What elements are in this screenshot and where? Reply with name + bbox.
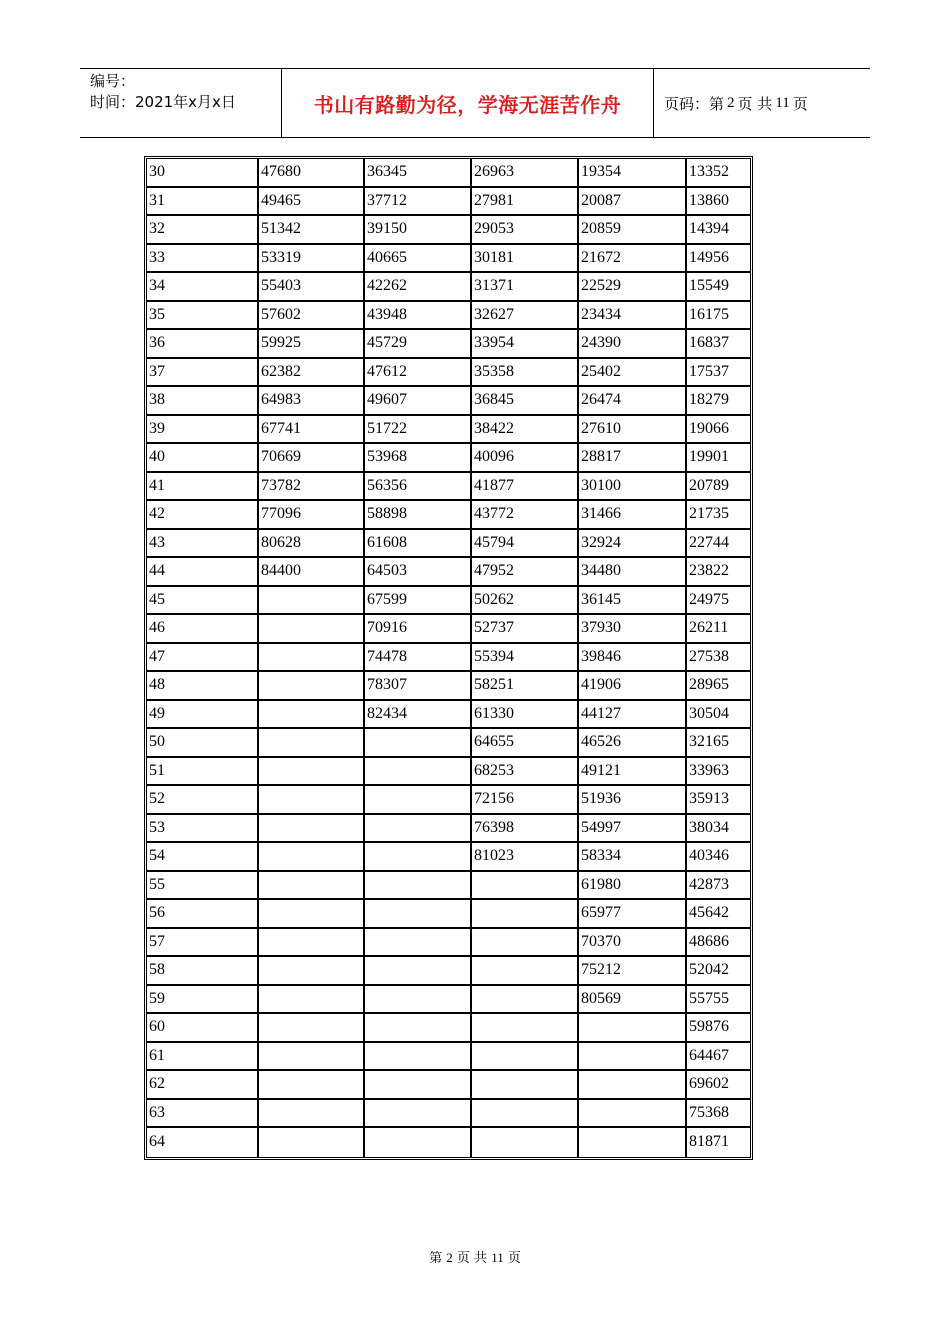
footer-prefix: 第: [429, 1251, 443, 1266]
table-cell: 45729: [365, 330, 472, 359]
table-cell: 29053: [472, 216, 579, 245]
table-cell: 49121: [579, 758, 687, 787]
table-row: [147, 387, 750, 416]
row-index-cell: 33: [147, 245, 259, 274]
table-cell: [259, 615, 365, 644]
table-cell: [579, 1071, 687, 1100]
table-cell: 27538: [687, 644, 750, 673]
table-cell: 64655: [472, 729, 579, 758]
table-cell: 58334: [579, 843, 687, 872]
table-row: [147, 758, 750, 787]
header-page-mid: 页 共: [737, 94, 773, 113]
table-cell: [259, 701, 365, 730]
header-page-prefix: 页码：第: [664, 94, 725, 113]
table-cell: 26211: [687, 615, 750, 644]
footer-page-total: 11: [491, 1250, 504, 1265]
table-cell: 61330: [472, 701, 579, 730]
table-cell: 23434: [579, 302, 687, 331]
data-table-body: [147, 159, 750, 1157]
row-index-cell: 37: [147, 359, 259, 388]
document-number-label: 编号：: [90, 72, 136, 90]
row-index-cell: 38: [147, 387, 259, 416]
row-index-cell: 58: [147, 957, 259, 986]
table-cell: 49465: [259, 188, 365, 217]
table-row: [147, 473, 750, 502]
data-table: [144, 156, 753, 1160]
table-cell: 16837: [687, 330, 750, 359]
footer-mid: 页 共: [456, 1251, 488, 1266]
table-cell: 76398: [472, 815, 579, 844]
table-cell: 36345: [365, 159, 472, 188]
table-row: [147, 872, 750, 901]
table-cell: 45794: [472, 530, 579, 559]
table-cell: [259, 758, 365, 787]
table-cell: [365, 957, 472, 986]
row-index-cell: 49: [147, 701, 259, 730]
table-cell: 55755: [687, 986, 750, 1015]
table-cell: 46526: [579, 729, 687, 758]
table-row: [147, 672, 750, 701]
table-row: [147, 900, 750, 929]
header-page-current: 2: [727, 94, 735, 111]
table-cell: [365, 872, 472, 901]
table-cell: 32924: [579, 530, 687, 559]
table-cell: 40346: [687, 843, 750, 872]
table-cell: 49607: [365, 387, 472, 416]
table-cell: [259, 729, 365, 758]
row-index-cell: 52: [147, 786, 259, 815]
table-cell: 13352: [687, 159, 750, 188]
table-cell: 24975: [687, 587, 750, 616]
table-cell: 41906: [579, 672, 687, 701]
table-cell: [472, 1100, 579, 1129]
table-cell: 41877: [472, 473, 579, 502]
table-cell: [259, 1071, 365, 1100]
table-cell: [259, 815, 365, 844]
table-row: [147, 359, 750, 388]
table-cell: [259, 929, 365, 958]
table-row: [147, 302, 750, 331]
table-cell: 45642: [687, 900, 750, 929]
table-row: [147, 273, 750, 302]
row-index-cell: 54: [147, 843, 259, 872]
table-cell: 25402: [579, 359, 687, 388]
table-cell: [365, 758, 472, 787]
table-cell: 39846: [579, 644, 687, 673]
row-index-cell: 31: [147, 188, 259, 217]
table-cell: 69602: [687, 1071, 750, 1100]
table-cell: 75212: [579, 957, 687, 986]
table-cell: 80569: [579, 986, 687, 1015]
table-row: [147, 729, 750, 758]
table-cell: [259, 986, 365, 1015]
table-row: [147, 1014, 750, 1043]
footer-page-current: 2: [446, 1250, 453, 1265]
table-row: [147, 587, 750, 616]
row-index-cell: 61: [147, 1043, 259, 1072]
table-cell: 30181: [472, 245, 579, 274]
table-cell: 62382: [259, 359, 365, 388]
row-index-cell: 63: [147, 1100, 259, 1129]
table-cell: 43772: [472, 501, 579, 530]
table-cell: [259, 900, 365, 929]
row-index-cell: 48: [147, 672, 259, 701]
table-row: [147, 245, 750, 274]
table-cell: 68253: [472, 758, 579, 787]
table-cell: [259, 1014, 365, 1043]
table-cell: 47680: [259, 159, 365, 188]
table-cell: 52737: [472, 615, 579, 644]
table-cell: [365, 1043, 472, 1072]
table-cell: 40665: [365, 245, 472, 274]
table-cell: 21672: [579, 245, 687, 274]
table-cell: 40096: [472, 444, 579, 473]
table-cell: 70669: [259, 444, 365, 473]
row-index-cell: 43: [147, 530, 259, 559]
row-index-cell: 46: [147, 615, 259, 644]
table-cell: [579, 1100, 687, 1129]
table-cell: 70916: [365, 615, 472, 644]
table-cell: 28965: [687, 672, 750, 701]
table-cell: 27981: [472, 188, 579, 217]
table-cell: 42262: [365, 273, 472, 302]
table-cell: 47952: [472, 558, 579, 587]
table-cell: [472, 957, 579, 986]
table-cell: [365, 1071, 472, 1100]
table-cell: 22744: [687, 530, 750, 559]
table-cell: 52042: [687, 957, 750, 986]
table-cell: [365, 929, 472, 958]
table-cell: 42873: [687, 872, 750, 901]
table-cell: 77096: [259, 501, 365, 530]
table-row: [147, 1071, 750, 1100]
table-cell: 27610: [579, 416, 687, 445]
table-row: [147, 701, 750, 730]
table-cell: 33954: [472, 330, 579, 359]
header-page-total: 11: [775, 94, 790, 111]
page-header: [80, 68, 870, 138]
table-cell: 14394: [687, 216, 750, 245]
table-row: [147, 786, 750, 815]
row-index-cell: 56: [147, 900, 259, 929]
table-cell: [259, 786, 365, 815]
table-cell: 78307: [365, 672, 472, 701]
table-cell: 19901: [687, 444, 750, 473]
row-index-cell: 42: [147, 501, 259, 530]
row-index-cell: 36: [147, 330, 259, 359]
table-cell: 70370: [579, 929, 687, 958]
table-cell: [472, 1014, 579, 1043]
table-cell: 84400: [259, 558, 365, 587]
table-cell: 38034: [687, 815, 750, 844]
header-info-cell: [80, 69, 282, 137]
table-cell: 56356: [365, 473, 472, 502]
table-cell: 35358: [472, 359, 579, 388]
table-cell: 20087: [579, 188, 687, 217]
table-cell: [259, 872, 365, 901]
table-cell: [365, 1100, 472, 1129]
table-cell: 37930: [579, 615, 687, 644]
table-row: [147, 501, 750, 530]
table-cell: 37712: [365, 188, 472, 217]
table-cell: [472, 900, 579, 929]
table-cell: 17537: [687, 359, 750, 388]
table-cell: 22529: [579, 273, 687, 302]
table-cell: 33963: [687, 758, 750, 787]
table-cell: 75368: [687, 1100, 750, 1129]
table-cell: [259, 672, 365, 701]
table-cell: 59876: [687, 1014, 750, 1043]
table-cell: 26963: [472, 159, 579, 188]
table-cell: 53319: [259, 245, 365, 274]
table-cell: 72156: [472, 786, 579, 815]
table-cell: [365, 1128, 472, 1157]
table-cell: 65977: [579, 900, 687, 929]
table-cell: [259, 587, 365, 616]
table-cell: [472, 1128, 579, 1157]
table-cell: 15549: [687, 273, 750, 302]
table-cell: 54997: [579, 815, 687, 844]
header-page-number: [654, 69, 870, 137]
table-cell: 38422: [472, 416, 579, 445]
table-row: [147, 1100, 750, 1129]
table-cell: [579, 1128, 687, 1157]
row-index-cell: 62: [147, 1071, 259, 1100]
table-cell: 57602: [259, 302, 365, 331]
table-cell: [365, 815, 472, 844]
table-cell: 64467: [687, 1043, 750, 1072]
table-cell: 61608: [365, 530, 472, 559]
table-row: [147, 330, 750, 359]
row-index-cell: 57: [147, 929, 259, 958]
table-cell: 82434: [365, 701, 472, 730]
table-cell: [259, 644, 365, 673]
table-cell: [472, 1043, 579, 1072]
table-row: [147, 615, 750, 644]
table-cell: [579, 1014, 687, 1043]
table-cell: [259, 957, 365, 986]
row-index-cell: 41: [147, 473, 259, 502]
table-cell: [259, 1043, 365, 1072]
table-cell: 44127: [579, 701, 687, 730]
table-row: [147, 929, 750, 958]
table-cell: [365, 1014, 472, 1043]
table-row: [147, 1043, 750, 1072]
table-row: [147, 159, 750, 188]
table-cell: 55403: [259, 273, 365, 302]
row-index-cell: 47: [147, 644, 259, 673]
table-cell: 21735: [687, 501, 750, 530]
table-cell: 20789: [687, 473, 750, 502]
table-cell: 32165: [687, 729, 750, 758]
row-index-cell: 64: [147, 1128, 259, 1157]
table-cell: 80628: [259, 530, 365, 559]
table-cell: 19066: [687, 416, 750, 445]
table-cell: [472, 872, 579, 901]
table-cell: 81023: [472, 843, 579, 872]
table-cell: 51722: [365, 416, 472, 445]
page-footer: [0, 1247, 950, 1266]
table-cell: 51342: [259, 216, 365, 245]
table-cell: 23822: [687, 558, 750, 587]
table-cell: [579, 1043, 687, 1072]
row-index-cell: 30: [147, 159, 259, 188]
table-row: [147, 986, 750, 1015]
table-cell: 67599: [365, 587, 472, 616]
row-index-cell: 45: [147, 587, 259, 616]
table-cell: 53968: [365, 444, 472, 473]
row-index-cell: 44: [147, 558, 259, 587]
table-cell: 31466: [579, 501, 687, 530]
footer-suffix: 页: [507, 1251, 521, 1266]
table-cell: 36145: [579, 587, 687, 616]
table-cell: 73782: [259, 473, 365, 502]
table-cell: 32627: [472, 302, 579, 331]
table-cell: 61980: [579, 872, 687, 901]
row-index-cell: 39: [147, 416, 259, 445]
header-page-suffix: 页: [792, 94, 808, 113]
table-cell: 64983: [259, 387, 365, 416]
table-row: [147, 416, 750, 445]
table-cell: [365, 786, 472, 815]
table-cell: [365, 843, 472, 872]
table-row: [147, 530, 750, 559]
table-cell: [365, 729, 472, 758]
table-cell: 50262: [472, 587, 579, 616]
table-cell: 26474: [579, 387, 687, 416]
table-cell: 36845: [472, 387, 579, 416]
table-cell: 24390: [579, 330, 687, 359]
table-cell: 55394: [472, 644, 579, 673]
row-index-cell: 34: [147, 273, 259, 302]
table-cell: 51936: [579, 786, 687, 815]
table-cell: 58251: [472, 672, 579, 701]
table-cell: 30100: [579, 473, 687, 502]
table-row: [147, 216, 750, 245]
row-index-cell: 51: [147, 758, 259, 787]
table-row: [147, 843, 750, 872]
table-cell: 31371: [472, 273, 579, 302]
table-cell: 74478: [365, 644, 472, 673]
header-motto: 书山有路勤为径，学海无涯苦作舟: [282, 69, 654, 137]
table-cell: 47612: [365, 359, 472, 388]
table-cell: 34480: [579, 558, 687, 587]
table-cell: [472, 986, 579, 1015]
table-row: [147, 957, 750, 986]
table-cell: 48686: [687, 929, 750, 958]
row-index-cell: 50: [147, 729, 259, 758]
table-cell: [259, 1100, 365, 1129]
table-cell: [259, 843, 365, 872]
row-index-cell: 55: [147, 872, 259, 901]
table-cell: 20859: [579, 216, 687, 245]
table-cell: [365, 900, 472, 929]
table-cell: 64503: [365, 558, 472, 587]
row-index-cell: 59: [147, 986, 259, 1015]
table-row: [147, 644, 750, 673]
table-row: [147, 558, 750, 587]
table-cell: 13860: [687, 188, 750, 217]
table-row: [147, 815, 750, 844]
document-time-label: 时间：2021年x月x日: [90, 93, 236, 111]
table-cell: [472, 929, 579, 958]
row-index-cell: 32: [147, 216, 259, 245]
table-cell: [259, 1128, 365, 1157]
table-cell: 30504: [687, 701, 750, 730]
table-cell: 58898: [365, 501, 472, 530]
table-cell: 18279: [687, 387, 750, 416]
table-cell: 14956: [687, 245, 750, 274]
table-row: [147, 444, 750, 473]
row-index-cell: 60: [147, 1014, 259, 1043]
table-cell: 39150: [365, 216, 472, 245]
table-cell: 43948: [365, 302, 472, 331]
table-row: [147, 1128, 750, 1157]
table-cell: [472, 1071, 579, 1100]
table-cell: 59925: [259, 330, 365, 359]
row-index-cell: 53: [147, 815, 259, 844]
table-cell: 28817: [579, 444, 687, 473]
table-cell: [365, 986, 472, 1015]
table-cell: 81871: [689, 1133, 729, 1151]
table-cell: 19354: [579, 159, 687, 188]
table-cell: 16175: [687, 302, 750, 331]
table-row: [147, 188, 750, 217]
table-cell: 35913: [687, 786, 750, 815]
row-index-cell: 35: [147, 302, 259, 331]
table-cell: 67741: [259, 416, 365, 445]
row-index-cell: 40: [147, 444, 259, 473]
